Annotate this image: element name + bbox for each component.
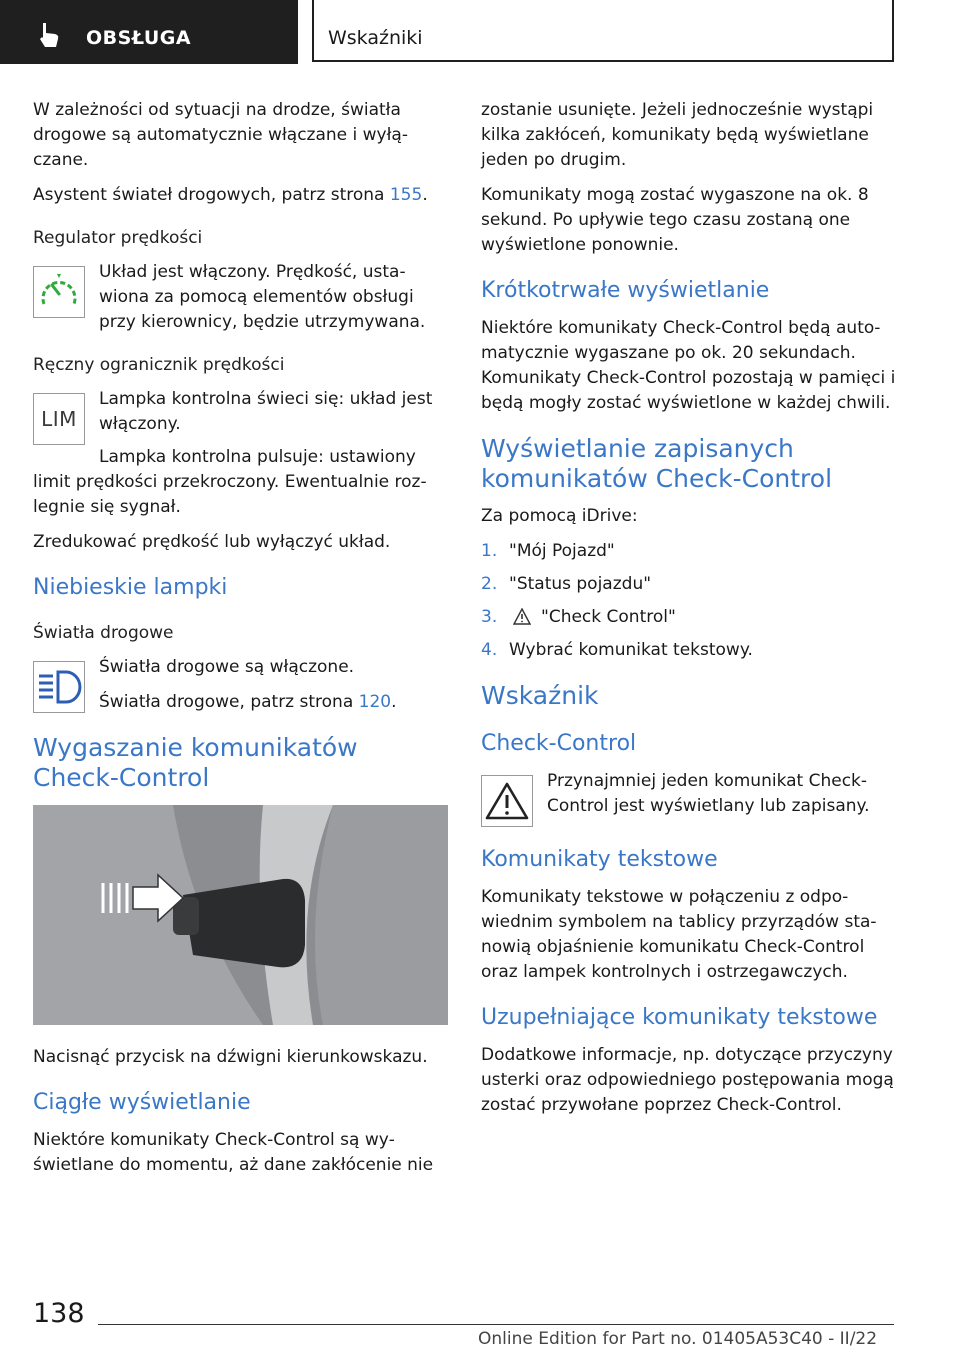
check-control-row	[481, 769, 896, 827]
paragraph: Niektóre komunikaty Check-Control są wyświetlane do momentu, aż dane zakłócenie nie	[33, 1130, 434, 1175]
right-column	[481, 98, 896, 1128]
hand-pointer-icon	[34, 20, 64, 50]
indicator-heading: Wskaźnik	[481, 681, 599, 710]
suppress-messages-heading: Wygaszanie komunikatów Check-Control	[33, 733, 358, 792]
speed-limiter-heading: Ręczny ogranicznik prędkości	[33, 355, 285, 375]
list-item: 1. "Mój Pojazd"	[481, 541, 615, 561]
cruise-control-heading: Regulator prędkości	[33, 228, 203, 248]
page-number: 138	[33, 1298, 85, 1329]
paragraph: Za pomocą iDrive:	[481, 506, 638, 526]
edition-note: Online Edition for Part no. 01405A53C40 - II/22	[478, 1329, 878, 1349]
paragraph: Komunikaty mogą zostać wygaszone na ok. 8 sekund. Po upływie tego czasu zostaną one wyświetlone ponownie.	[481, 185, 869, 255]
left-column	[33, 98, 448, 1188]
stored-messages-heading: Wyświetlanie zapisanych komunikatów Check-Control	[481, 434, 833, 493]
check-control-text: Przynajmniej jeden komunikat Check-Control jest wyświetlany lub zapisany.	[547, 771, 870, 816]
list-item: 3. "Check Control"	[481, 607, 676, 627]
paragraph: zostanie usunięte. Jeżeli jednocześnie wystąpi kilka zakłóceń, komunikaty będą wyświetlane jeden po drugim.	[481, 100, 874, 170]
paragraph: Asystent świateł drogowych, patrz strona 155.	[33, 185, 428, 205]
turn-signal-lever-photo	[33, 805, 448, 1025]
blue-lamps-heading: Niebieskie lampki	[33, 575, 228, 600]
paragraph: Światła drogowe, patrz strona 120.	[99, 692, 397, 712]
high-beam-row	[33, 655, 448, 715]
warning-triangle-icon	[481, 775, 533, 827]
speed-limiter-text: Lampka kontrolna świeci się: układ jest włączony.	[99, 389, 433, 434]
chapter-title: Wskaźniki	[328, 27, 423, 49]
supplementary-messages-heading: Uzupełniające komunikaty tekstowe	[481, 1005, 878, 1030]
paragraph: Niektóre komunikaty Check-Control będą automatycznie wygaszane po ok. 20 sekundach. Komunikaty Check-Control pozostają w pamięci i będą mogły zostać wyświetlone w każdej chwili.	[481, 318, 896, 413]
cruise-control-icon	[33, 266, 85, 318]
high-beam-heading: Światła drogowe	[33, 623, 174, 643]
cruise-control-text: Układ jest włączony. Prędkość, ustawiona za pomocą elementów obsługi przy kierownicy, będzie utrzymywana.	[99, 262, 426, 332]
paragraph: Lampka kontrolna pulsuje: ustawiony limit prędkości przekroczony. Ewentualnie rozlegnie się sygnał.	[33, 447, 427, 517]
list-item: 4. Wybrać komunikat tekstowy.	[481, 640, 753, 660]
paragraph: Komunikaty tekstowe w połączeniu z odpowiednim symbolem na tablicy przyrządów stanowią objaśnienie komunikatu Check-Control oraz lampek kontrolnych i ostrzegawczych.	[481, 887, 877, 982]
idrive-steps	[481, 539, 896, 663]
continuous-display-heading: Ciągłe wyświetlanie	[33, 1090, 251, 1115]
footer-divider	[98, 1324, 894, 1325]
check-control-heading: Check-Control	[481, 731, 637, 756]
high-beam-text: Światła drogowe są włączone.	[99, 657, 355, 677]
paragraph: Dodatkowe informacje, np. dotyczące przyczyny usterki oraz odpowiedniego postępowania mogą zostać przywołane poprzez Check-Control.	[481, 1045, 894, 1115]
paragraph: Zredukować prędkość lub wyłączyć układ.	[33, 532, 391, 552]
high-beam-icon	[33, 661, 85, 713]
speed-limiter-row	[33, 387, 448, 445]
photo-caption: Nacisnąć przycisk na dźwigni kierunkowskazu.	[33, 1047, 428, 1067]
paragraph: W zależności od sytuacji na drodze, światła drogowe są automatycznie włączane i wyłączane.	[33, 100, 408, 170]
list-item: 2. "Status pojazdu"	[481, 574, 652, 594]
text-messages-heading: Komunikaty tekstowe	[481, 847, 718, 872]
cruise-control-row	[33, 260, 448, 335]
page-link-155[interactable]: 155	[389, 185, 423, 205]
warning-triangle-icon	[513, 608, 531, 625]
section-tab	[0, 0, 298, 64]
temporary-display-heading: Krótkotrwałe wyświetlanie	[481, 278, 770, 303]
speed-limiter-icon: LIM	[33, 393, 85, 445]
section-label: OBSŁUGA	[86, 27, 192, 49]
chapter-header	[312, 0, 894, 62]
page-link-120[interactable]: 120	[358, 692, 392, 712]
